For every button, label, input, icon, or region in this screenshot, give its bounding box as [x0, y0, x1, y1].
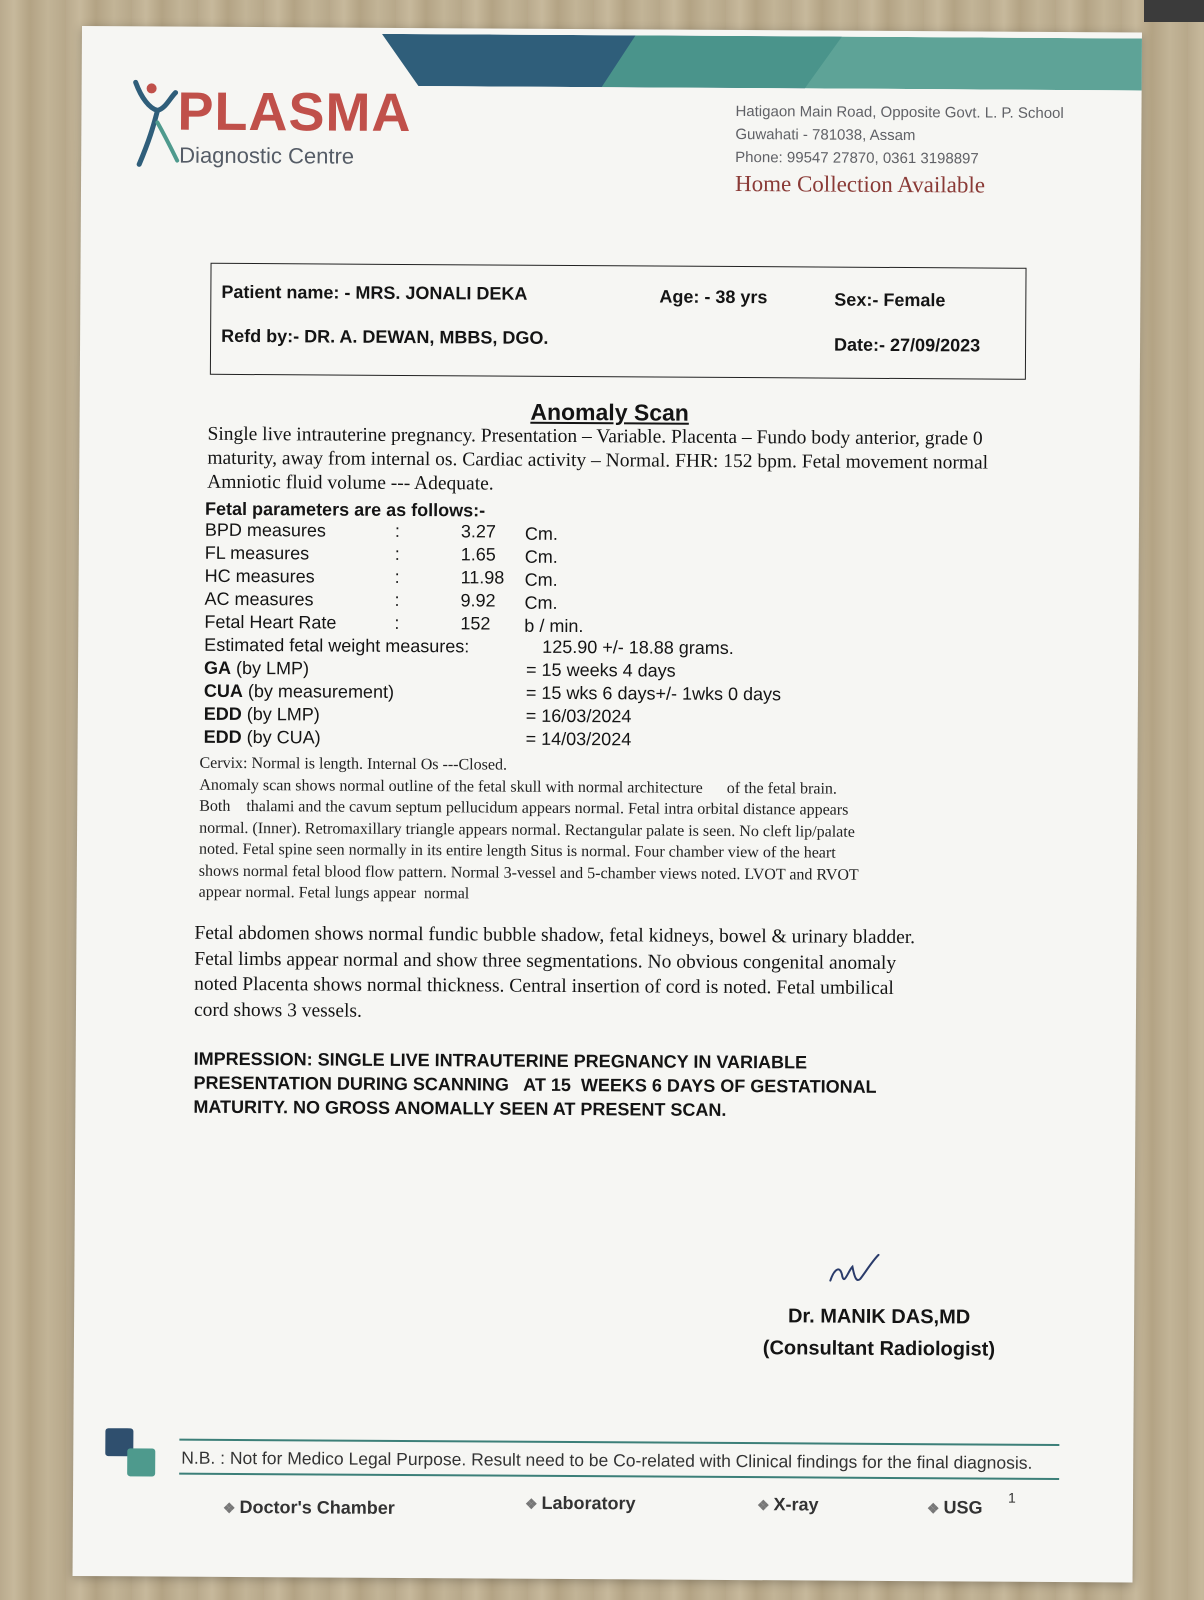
diamond-bullet-icon: ❖	[756, 1497, 770, 1514]
dating-abbr: EDD	[203, 703, 242, 724]
dating-value: = 15 weeks 4 days	[526, 659, 676, 681]
abdomen-line: cord shows 3 vessels.	[193, 999, 362, 1022]
separator: :	[394, 566, 400, 587]
dating-row	[204, 727, 924, 754]
clinic-name: PLASMA	[177, 81, 412, 144]
clinic-subtitle: Diagnostic Centre	[179, 142, 355, 169]
report-sheet	[73, 26, 1142, 1582]
service-item: ❖ Laboratory	[524, 1492, 636, 1514]
dating-method: (by CUA)	[241, 726, 321, 748]
dating-value: = 15 wks 6 days+/- 1wks 0 days	[525, 682, 782, 705]
measurement-unit: Cm.	[524, 546, 558, 567]
measurement-label: FL measures	[204, 542, 310, 564]
measurement-value: 11.98	[460, 567, 505, 588]
dating-value: = 14/03/2024	[525, 728, 632, 750]
clinic-address	[735, 100, 1136, 197]
phone-line: Phone: 99547 27870, 0361 3198897	[735, 148, 979, 168]
disclaimer-note: N.B. : Not for Medico Legal Purpose. Result need to be Co-related with Clinical findings for the final diagnosis.	[181, 1447, 1033, 1473]
service-item: ❖ X-ray	[756, 1494, 819, 1515]
measurement-value: 3.27	[460, 521, 497, 542]
report-date: Date:- 27/09/2023	[834, 334, 981, 356]
doctor-block	[734, 1300, 1024, 1366]
findings-line: Cervix: Normal is length. Internal Os ---Closed.	[199, 754, 508, 774]
efw-label: Estimated fetal weight measures:	[204, 634, 470, 657]
footer-squares-icon	[103, 1426, 159, 1482]
abdomen-findings	[194, 921, 1055, 1028]
efw-value: 125.90 +/- 18.88 grams.	[542, 636, 734, 658]
background-edge	[1144, 0, 1204, 22]
address-line: Hatigaon Main Road, Opposite Govt. L. P. School	[735, 102, 1064, 122]
diamond-bullet-icon: ❖	[926, 1500, 940, 1517]
separator: :	[394, 589, 400, 610]
abdomen-line: Fetal abdomen shows normal fundic bubble shadow, fetal kidneys, bowel & urinary bladder.	[194, 922, 916, 949]
patient-name: Patient name: - MRS. JONALI DEKA	[221, 281, 528, 304]
dating-abbr: GA	[204, 657, 232, 678]
fetal-parameters	[204, 499, 926, 754]
separator: :	[394, 612, 400, 633]
measurement-label: AC measures	[204, 588, 314, 610]
measurement-unit: Cm.	[524, 592, 558, 613]
findings-line: shows normal fetal blood flow pattern. Normal 3-vessel and 5-chamber views noted. LVOT and RVOT	[198, 862, 859, 884]
report-title: Anomaly Scan	[530, 398, 689, 426]
dating-abbr: EDD	[203, 726, 242, 747]
dating-method: (by measurement)	[242, 680, 395, 702]
measurement-label: HC measures	[204, 565, 315, 587]
doctor-name: Dr. MANIK DAS,MD	[787, 1305, 971, 1329]
signature-mark	[826, 1251, 886, 1291]
footer-rule-top	[179, 1439, 1059, 1446]
person-logo-icon	[131, 78, 182, 174]
header-stripe-teal	[602, 35, 1142, 90]
address-line: Guwahati - 781038, Assam	[735, 125, 916, 145]
dating-method: (by LMP)	[241, 703, 320, 725]
clinic-logo	[131, 78, 432, 180]
anatomy-findings	[199, 753, 980, 908]
findings-line: Both thalami and the cavum septum pellucidum appears normal. Fetal intra orbital distance appears	[199, 797, 849, 819]
patient-sex: Sex:- Female	[834, 289, 946, 311]
separator: :	[394, 520, 400, 541]
patient-age: Age: - 38 yrs	[659, 286, 768, 308]
footer-rule-bottom	[179, 1473, 1059, 1480]
patient-info-box	[210, 263, 1027, 380]
impression	[193, 1047, 1053, 1124]
impression-line: MATURITY. NO GROSS ANOMALLY SEEN AT PRESENT SCAN.	[193, 1096, 727, 1120]
measurement-unit: Cm.	[524, 523, 558, 544]
measurement-unit: b / min.	[524, 615, 584, 637]
findings-line: noted. Fetal spine seen normally in its entire length Situs is normal. Four chamber view of the heart	[198, 840, 836, 862]
measurement-value: 9.92	[460, 590, 496, 611]
measurement-label: Fetal Heart Rate	[204, 611, 337, 633]
params-heading: Fetal parameters are as follows:-	[204, 498, 486, 521]
measurement-value: 152	[460, 613, 491, 634]
service-item: ❖ USG	[926, 1497, 983, 1518]
diamond-bullet-icon: ❖	[222, 1499, 236, 1516]
doctor-designation: (Consultant Radiologist)	[762, 1337, 996, 1361]
findings-line: normal. (Inner). Retromaxillary triangle appears normal. Rectangular palate is seen. No cleft lip/palate	[199, 819, 855, 841]
findings-line: appear normal. Fetal lungs appear normal	[198, 883, 470, 903]
separator: :	[394, 543, 400, 564]
dating-method: (by LMP)	[231, 657, 310, 679]
measurement-unit: Cm.	[524, 569, 558, 590]
home-collection-note: Home Collection Available	[734, 170, 986, 198]
page-number: 1	[1007, 1489, 1016, 1506]
findings-line: Anomaly scan shows normal outline of the fetal skull with normal architecture of the fetal brain.	[199, 776, 838, 798]
measurement-value: 1.65	[460, 544, 496, 565]
dating-value: = 16/03/2024	[525, 705, 632, 727]
impression-line: PRESENTATION DURING SCANNING AT 15 WEEKS 6 DAYS OF GESTATIONAL	[193, 1072, 877, 1097]
dating-abbr: CUA	[203, 680, 244, 701]
measurement-label: BPD measures	[204, 519, 327, 541]
impression-line: IMPRESSION: SINGLE LIVE INTRAUTERINE PREGNANCY IN VARIABLE	[193, 1048, 808, 1073]
services-list	[222, 1492, 1023, 1526]
abdomen-line: noted Placenta shows normal thickness. Central insertion of cord is noted. Fetal umbilical	[194, 973, 894, 999]
service-item: ❖ Doctor's Chamber	[222, 1496, 395, 1518]
diamond-bullet-icon: ❖	[524, 1495, 538, 1512]
referred-by: Refd by:- DR. A. DEWAN, MBBS, DGO.	[221, 325, 549, 348]
abdomen-line: Fetal limbs appear normal and show three segmentations. No obvious congenital anomaly	[194, 948, 897, 974]
intro-paragraph: Single live intrauterine pregnancy. Presentation – Variable. Placenta – Fundo body anterior, grade 0 maturity, away from internal os. Cardiac activity – Normal. FHR: 152 bpm. Fetal movement normal Amniotic fluid volume --- Adequate.	[207, 423, 989, 495]
